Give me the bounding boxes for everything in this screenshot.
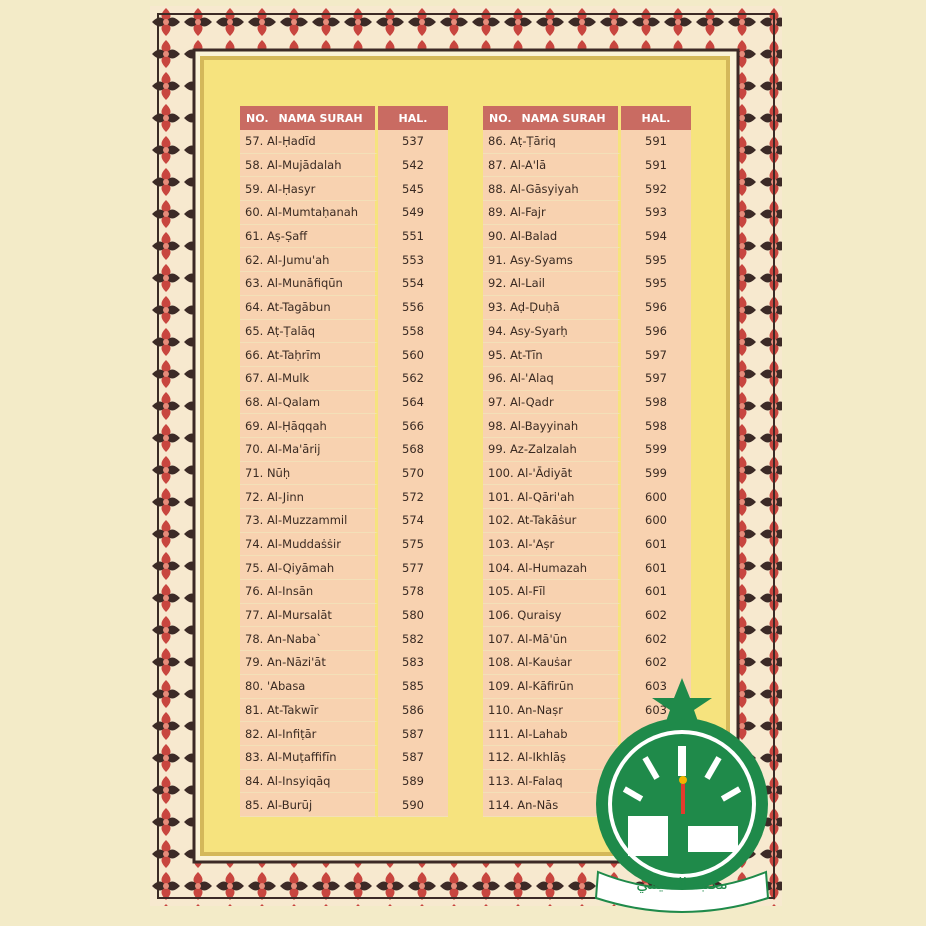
surah-name: 113. Al-Falaq <box>483 770 621 794</box>
table-row <box>483 177 691 201</box>
page-number: 596 <box>621 319 691 344</box>
table-row <box>483 272 691 296</box>
header-no: NO. <box>246 111 269 125</box>
table-row <box>483 580 691 604</box>
page-number: 601 <box>621 532 691 557</box>
page-number: 554 <box>378 272 448 297</box>
table-row <box>240 177 448 201</box>
publisher-logo <box>588 676 776 916</box>
page-number: 558 <box>378 319 448 344</box>
surah-name: 78. An-Naba` <box>240 627 378 651</box>
surah-name: 97. Al-Qadr <box>483 391 621 415</box>
surah-name: 86. Aṭ-Ṭāriq <box>483 130 621 154</box>
table-row <box>240 485 448 509</box>
surah-name: 65. Aṭ-Ṭalāq <box>240 320 378 344</box>
table-row <box>483 201 691 225</box>
surah-name: 61. Aṣ-Ṣaff <box>240 225 378 249</box>
surah-name: 106. Quraisy <box>483 604 621 628</box>
table-row <box>240 675 448 699</box>
surah-name: 90. Al-Balad <box>483 225 621 249</box>
table-row <box>483 485 691 509</box>
page-number: 578 <box>378 580 448 605</box>
surah-name: 71. Nūḥ <box>240 462 378 486</box>
page-number: 585 <box>378 674 448 699</box>
surah-name: 96. Al-'Alaq <box>483 367 621 391</box>
table-row <box>483 130 691 154</box>
surah-name: 92. Al-Lail <box>483 272 621 296</box>
page-number: 560 <box>378 343 448 368</box>
table-row <box>240 201 448 225</box>
table-row <box>483 438 691 462</box>
page-number: 574 <box>378 509 448 534</box>
table-header <box>240 106 448 130</box>
surah-table-left <box>240 106 448 817</box>
surah-name: 87. Al-A'lā <box>483 154 621 178</box>
page-number: 598 <box>621 414 691 439</box>
surah-name: 66. At-Taḥrīm <box>240 343 378 367</box>
table-row <box>483 248 691 272</box>
table-row <box>240 627 448 651</box>
surah-name: 101. Al-Qāri'ah <box>483 485 621 509</box>
header-no: NO. <box>489 111 512 125</box>
surah-name: 72. Al-Jinn <box>240 485 378 509</box>
surah-name: 110. An-Naṣr <box>483 699 621 723</box>
surah-name: 62. Al-Jumu'ah <box>240 248 378 272</box>
surah-name: 73. Al-Muzzammil <box>240 509 378 533</box>
page-number: 600 <box>621 509 691 534</box>
table-row <box>483 462 691 486</box>
surah-name: 100. Al-'Ādiyāt <box>483 462 621 486</box>
table-row <box>483 367 691 391</box>
table-row <box>240 414 448 438</box>
table-row <box>483 391 691 415</box>
table-row <box>240 722 448 746</box>
page-number: 545 <box>378 177 448 202</box>
table-row <box>483 509 691 533</box>
table-row <box>483 320 691 344</box>
surah-name: 85. Al-Burūj <box>240 793 378 817</box>
page-number: 583 <box>378 651 448 676</box>
page-number: 551 <box>378 224 448 249</box>
surah-name: 91. Asy-Syams <box>483 248 621 272</box>
table-row <box>483 604 691 628</box>
surah-name: 80. 'Abasa <box>240 675 378 699</box>
page-number: 603 <box>621 674 691 699</box>
page-number: 570 <box>378 461 448 486</box>
table-row <box>240 509 448 533</box>
page-number: 591 <box>621 153 691 178</box>
surah-name: 68. Al-Qalam <box>240 391 378 415</box>
surah-name: 60. Al-Mumtaḥanah <box>240 201 378 225</box>
surah-name: 89. Al-Fajr <box>483 201 621 225</box>
page-number: 600 <box>621 485 691 510</box>
surah-name: 63. Al-Munāfiqūn <box>240 272 378 296</box>
table-row <box>240 367 448 391</box>
logo-text: مكتبة التميمي <box>636 874 728 893</box>
surah-name: 93. Aḍ-Ḍuḥā <box>483 296 621 320</box>
surah-name: 108. Al-Kauṡar <box>483 651 621 675</box>
table-row <box>240 533 448 557</box>
surah-name: 84. Al-Insyiqāq <box>240 770 378 794</box>
table-row <box>240 462 448 486</box>
header-name: NAMA SURAH <box>521 111 606 125</box>
table-row <box>240 556 448 580</box>
page-number: 595 <box>621 248 691 273</box>
surah-name: 69. Al-Ḥāqqah <box>240 414 378 438</box>
surah-name: 109. Al-Kāfirūn <box>483 675 621 699</box>
header-name: NAMA SURAH <box>278 111 363 125</box>
table-row <box>240 580 448 604</box>
page-number: 601 <box>621 556 691 581</box>
surah-name: 107. Al-Mā'ūn <box>483 627 621 651</box>
table-row <box>483 225 691 249</box>
surah-name: 98. Al-Bayyinah <box>483 414 621 438</box>
surah-name: 75. Al-Qiyāmah <box>240 556 378 580</box>
page-number: 599 <box>621 461 691 486</box>
table-row <box>240 154 448 178</box>
surah-name: 99. Az-Zalzalah <box>483 438 621 462</box>
page-number: 596 <box>621 295 691 320</box>
table-row <box>240 225 448 249</box>
table-body-left <box>240 130 448 817</box>
page-number: 602 <box>621 627 691 652</box>
table-header <box>483 106 691 130</box>
page-number: 599 <box>621 437 691 462</box>
page-number: 549 <box>378 201 448 226</box>
page-number: 602 <box>621 651 691 676</box>
page-number: 587 <box>378 745 448 770</box>
table-row <box>483 343 691 367</box>
surah-name: 74. Al-Muddaṡṡir <box>240 533 378 557</box>
page-number: 572 <box>378 485 448 510</box>
surah-name: 114. An-Nās <box>483 793 621 817</box>
surah-name: 104. Al-Humazah <box>483 556 621 580</box>
surah-name: 64. At-Tagābun <box>240 296 378 320</box>
header-hal: HAL. <box>398 111 428 125</box>
table-row <box>240 391 448 415</box>
surah-name: 82. Al-Infiṭār <box>240 722 378 746</box>
table-row <box>240 343 448 367</box>
page-number: 589 <box>378 769 448 794</box>
surah-name: 94. Asy-Syarḥ <box>483 320 621 344</box>
table-row <box>240 604 448 628</box>
table-row <box>483 533 691 557</box>
table-row <box>483 651 691 675</box>
table-row <box>240 746 448 770</box>
surah-name: 67. Al-Mulk <box>240 367 378 391</box>
table-row <box>483 627 691 651</box>
table-row <box>240 651 448 675</box>
surah-name: 59. Al-Ḥasyr <box>240 177 378 201</box>
surah-name: 76. Al-Insān <box>240 580 378 604</box>
surah-name: 105. Al-Fīl <box>483 580 621 604</box>
table-row <box>240 320 448 344</box>
page-number: 593 <box>621 201 691 226</box>
surah-name: 95. At-Tīn <box>483 343 621 367</box>
surah-name: 79. An-Nāzi'āt <box>240 651 378 675</box>
page-number: 597 <box>621 343 691 368</box>
page-number: 590 <box>378 793 448 818</box>
header-hal: HAL. <box>641 111 671 125</box>
page-number: 587 <box>378 722 448 747</box>
table-row <box>240 130 448 154</box>
table-row <box>240 272 448 296</box>
page-number: 562 <box>378 366 448 391</box>
page-number: 594 <box>621 224 691 249</box>
page-number: 556 <box>378 295 448 320</box>
page-number: 603 <box>621 698 691 723</box>
surah-name: 83. Al-Muṭaffifīn <box>240 746 378 770</box>
table-row <box>483 556 691 580</box>
page-number: 582 <box>378 627 448 652</box>
table-row <box>240 438 448 462</box>
surah-name: 81. At-Takwīr <box>240 699 378 723</box>
table-row <box>240 296 448 320</box>
page-number: 598 <box>621 390 691 415</box>
surah-name: 103. Al-'Aṣr <box>483 533 621 557</box>
surah-name: 77. Al-Mursalāt <box>240 604 378 628</box>
page-number: 602 <box>621 603 691 628</box>
table-row <box>483 154 691 178</box>
table-row <box>240 793 448 817</box>
page-number: 568 <box>378 437 448 462</box>
page-number: 566 <box>378 414 448 439</box>
page-number: 601 <box>621 580 691 605</box>
page-number: 592 <box>621 177 691 202</box>
page-number: 591 <box>621 130 691 155</box>
page-number: 595 <box>621 272 691 297</box>
surah-name: 58. Al-Mujādalah <box>240 154 378 178</box>
page-number: 577 <box>378 556 448 581</box>
page-number: 542 <box>378 153 448 178</box>
table-row <box>483 296 691 320</box>
page-number: 537 <box>378 130 448 155</box>
page-number: 553 <box>378 248 448 273</box>
surah-name: 70. Al-Ma'ārij <box>240 438 378 462</box>
table-row <box>483 414 691 438</box>
page-number: 586 <box>378 698 448 723</box>
page-number: 597 <box>621 366 691 391</box>
page-number: 580 <box>378 603 448 628</box>
surah-name: 112. Al-Ikhlāṣ <box>483 746 621 770</box>
surah-name: 102. At-Takāṡur <box>483 509 621 533</box>
surah-name: 57. Al-Ḥadīd <box>240 130 378 154</box>
surah-name: 88. Al-Gāsyiyah <box>483 177 621 201</box>
surah-name: 111. Al-Lahab <box>483 722 621 746</box>
page-number: 575 <box>378 532 448 557</box>
page-number: 564 <box>378 390 448 415</box>
table-row <box>240 248 448 272</box>
table-row <box>240 699 448 723</box>
table-row <box>240 770 448 794</box>
